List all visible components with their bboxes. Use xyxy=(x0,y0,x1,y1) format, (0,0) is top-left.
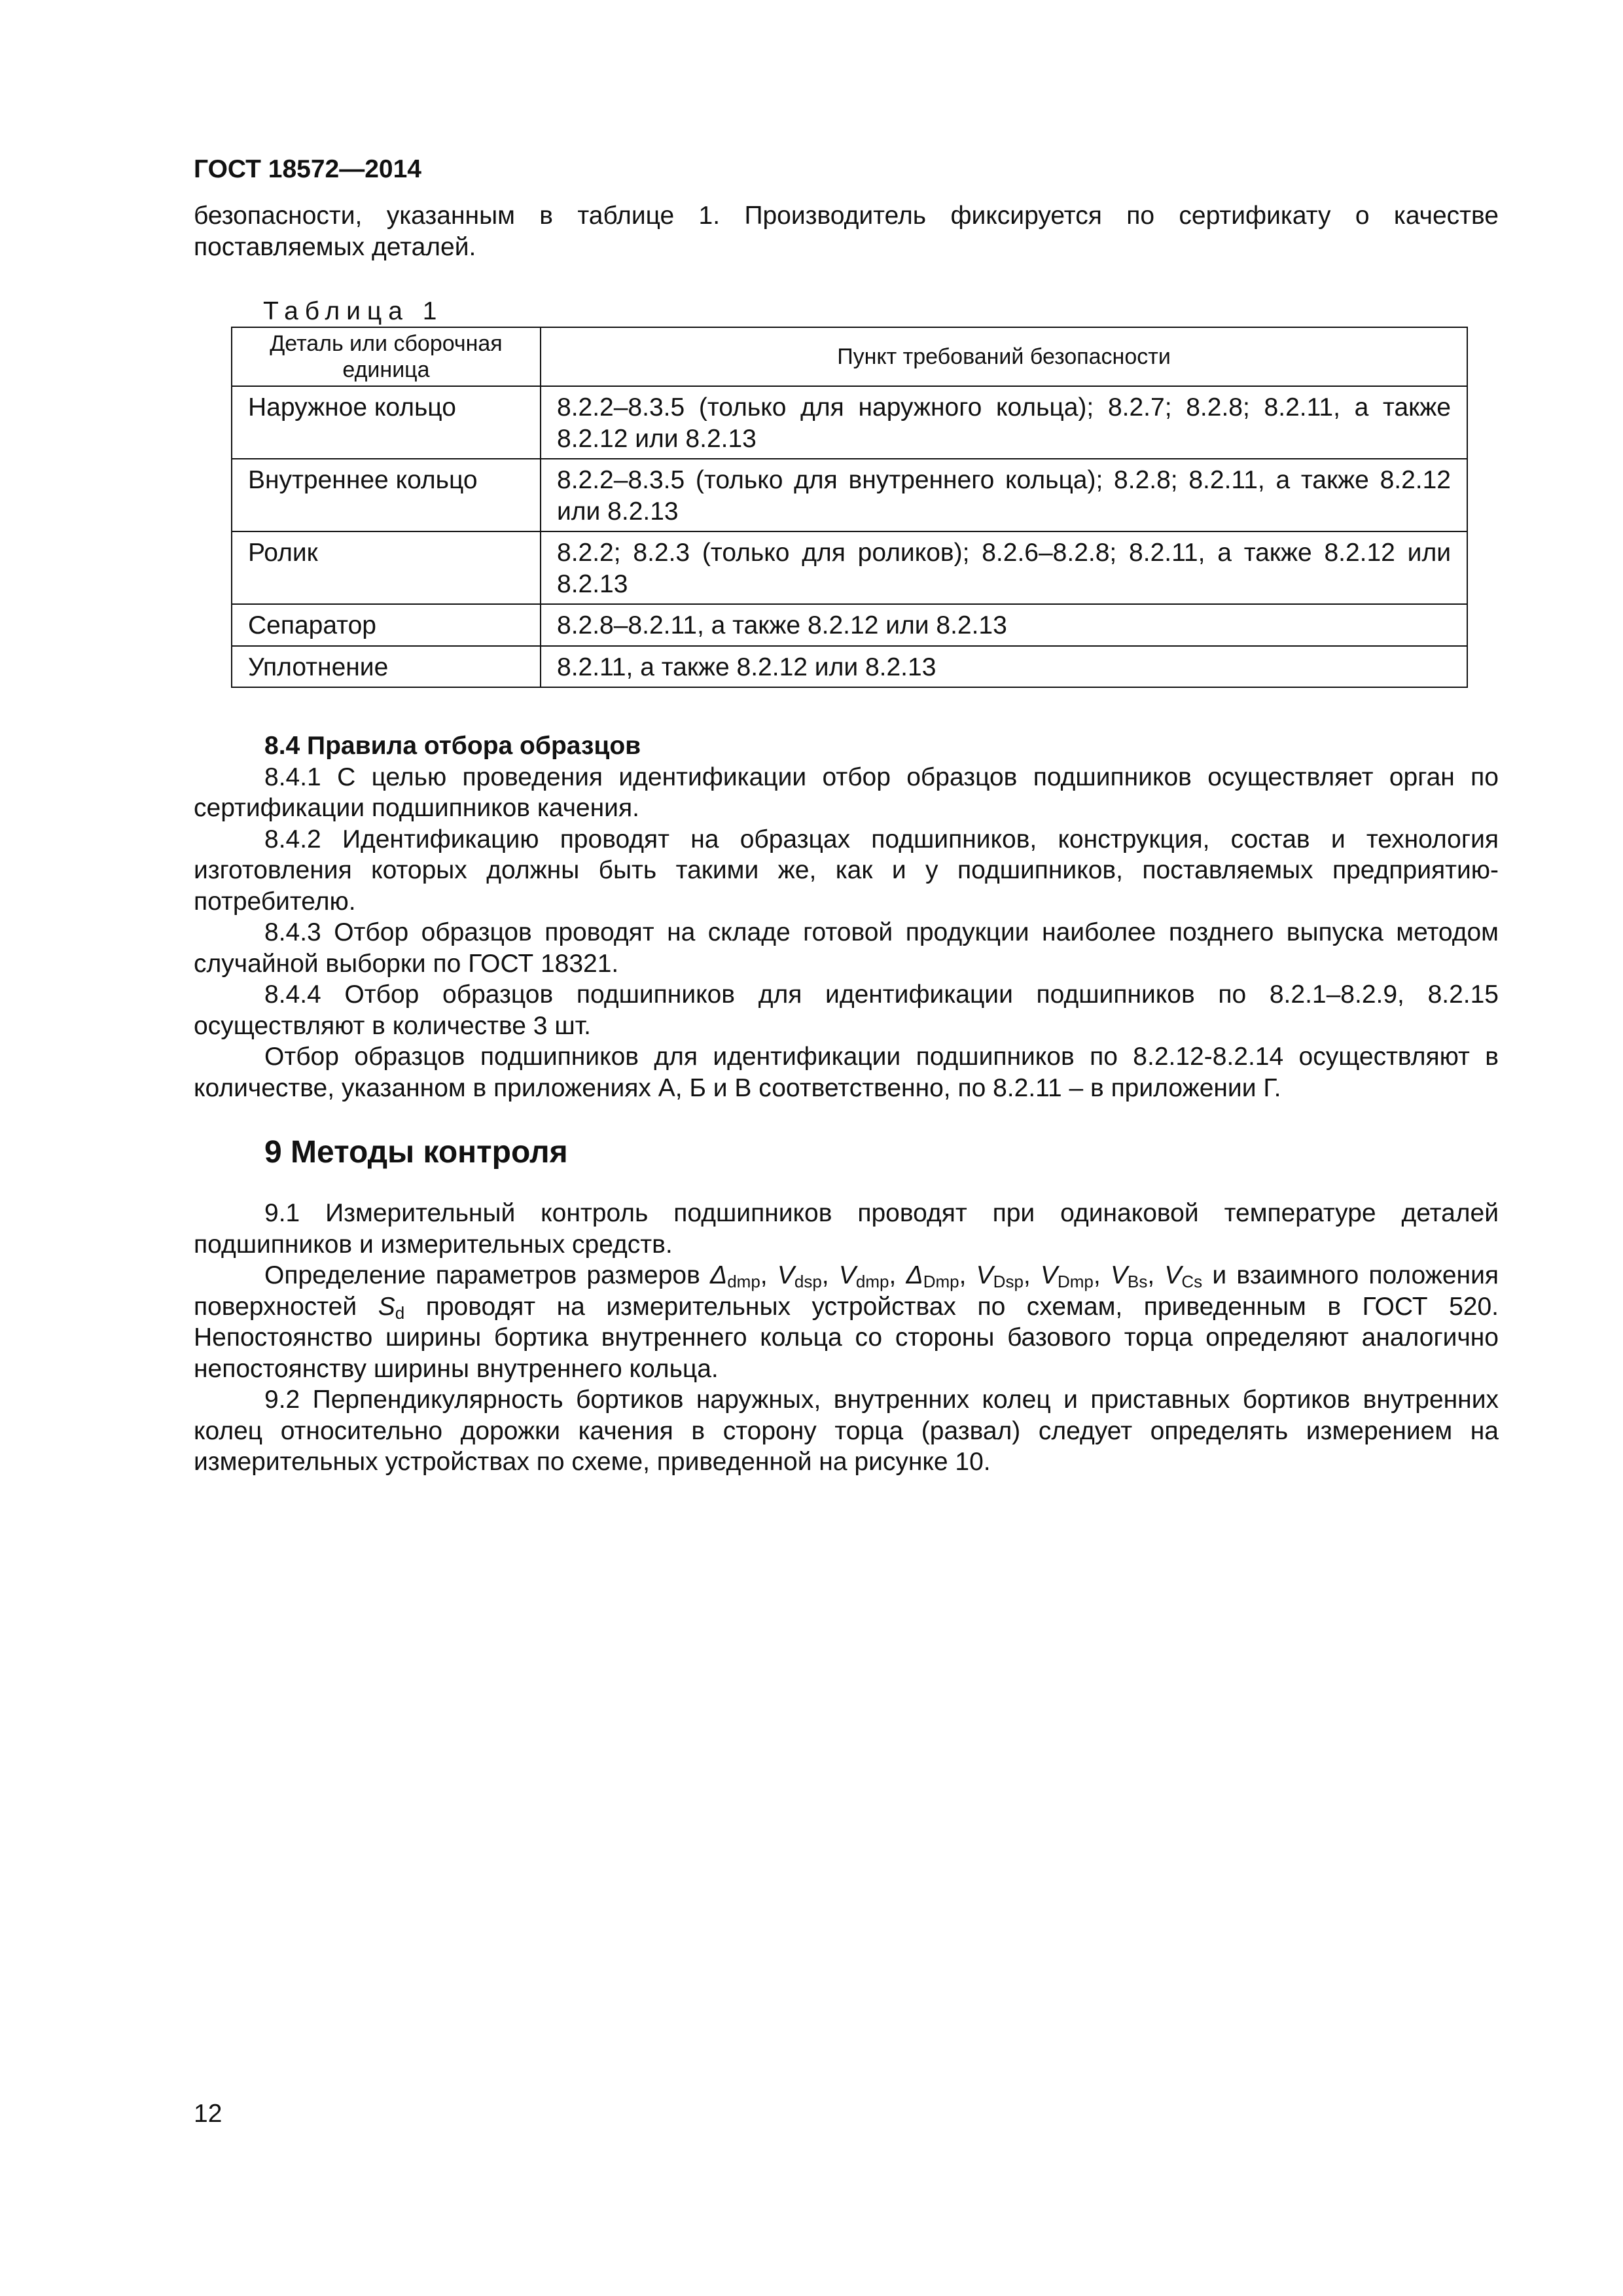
table-cell-requirements: 8.2.2–8.3.5 (только для внутреннего кольца); 8.2.8; 8.2.11, а также 8.2.12 или 8.2.13 xyxy=(541,459,1467,531)
parameter-separator: , xyxy=(889,1261,906,1289)
parameter-symbol-subscript: Cs xyxy=(1181,1272,1203,1291)
paragraph-8-4-1: 8.4.1 С целью проведения идентификации отбор образцов подшипников осуществляет орган по сертификации подшипников качения. xyxy=(194,762,1499,822)
parameter-symbol-subscript: dmp xyxy=(855,1272,889,1291)
parameter-separator: , xyxy=(1023,1261,1041,1289)
table-header-row xyxy=(232,327,1467,386)
table-header-part: Деталь или сборочная единица xyxy=(232,327,541,386)
table-row xyxy=(232,646,1467,688)
parameter-separator: , xyxy=(959,1261,976,1289)
page-number: 12 xyxy=(194,2100,223,2128)
parameters-middle-text: и взаимного положения поверхностей xyxy=(194,1261,1499,1321)
parameter-symbol-base: V xyxy=(976,1261,993,1289)
paragraph-8-4-3: 8.4.3 Отбор образцов проводят на складе готовой продукции наиболее позднего выпуска методом случайной выборки по ГОСТ 18321. xyxy=(194,918,1499,978)
document-header-title: ГОСТ 18572—2014 xyxy=(194,155,421,183)
section-9 xyxy=(194,1198,1499,1478)
section-8-4 xyxy=(194,730,1499,1103)
table-cell-part: Уплотнение xyxy=(232,646,541,688)
parameter-symbol-subscript: dsp xyxy=(794,1272,822,1291)
symbol-s-subscript: d xyxy=(395,1302,405,1323)
paragraph-8-4-4-continued: Отбор образцов подшипников для идентификации подшипников по 8.2.12-8.2.14 осуществляют в количестве, указанном в приложениях А, Б и В соответственно, по 8.2.11 – в приложении Г. xyxy=(194,1043,1499,1102)
paragraph-8-4-2: 8.4.2 Идентификацию проводят на образцах подшипников, конструкция, состав и технология изготовления которых должны быть такими же, как и у подшипников, поставляемых предприятию-потребителю. xyxy=(194,825,1499,916)
table-row xyxy=(232,459,1467,531)
safety-requirements-table xyxy=(231,327,1468,688)
parameters-tail-text: проводят на измерительных устройствах по схемам, приведенным в ГОСТ 520. Непостоянство ширины бортика внутреннего кольца со стороны базового торца определяют аналогично непостоянству ширины внутреннего кольца. xyxy=(194,1292,1499,1383)
section-9-title: 9 Методы контроля xyxy=(264,1135,568,1170)
parameter-symbol-base: Δ xyxy=(906,1261,923,1289)
table-caption: Таблица 1 xyxy=(263,297,444,325)
parameter-symbol-base: Δ xyxy=(710,1261,728,1289)
table-row xyxy=(232,386,1467,459)
parameter-symbol-subscript: dmp xyxy=(727,1272,760,1291)
parameter-separator: , xyxy=(821,1261,839,1289)
table-cell-part: Ролик xyxy=(232,531,541,604)
paragraph-8-4-4: 8.4.4 Отбор образцов подшипников для идентификации подшипников по 8.2.1–8.2.9, 8.2.15 осуществляют в количестве 3 шт. xyxy=(194,980,1499,1040)
paragraph-9-1: 9.1 Измерительный контроль подшипников проводят при одинаковой температуре деталей подшипников и измерительных средств. xyxy=(194,1199,1499,1259)
parameter-symbol-subscript: Dsp xyxy=(993,1272,1024,1291)
table-cell-part: Внутреннее кольцо xyxy=(232,459,541,531)
parameter-symbol-base: V xyxy=(777,1261,794,1289)
table-row xyxy=(232,604,1467,646)
intro-text: безопасности, указанным в таблице 1. Производитель фиксируется по сертификату о качестве поставляемых деталей. xyxy=(194,202,1499,261)
paragraph-9-2: 9.2 Перпендикулярность бортиков наружных, внутренних колец и приставных бортиков внутренних колец относительно дорожки качения в сторону торца (развал) следует определять измерением на измерительных устройствах по схеме, приведенной на рисунке 10. xyxy=(194,1386,1499,1476)
table-header-requirements: Пункт требований безопасности xyxy=(541,327,1467,386)
table-cell-part: Наружное кольцо xyxy=(232,386,541,459)
parameter-separator: , xyxy=(1093,1261,1111,1289)
symbol-s-base: S xyxy=(378,1292,395,1321)
parameter-symbol-subscript: Bs xyxy=(1127,1272,1148,1291)
parameter-symbol-subscript: Dmp xyxy=(923,1272,959,1291)
parameter-symbol-base: V xyxy=(838,1261,856,1289)
parameter-symbol-base: V xyxy=(1110,1261,1128,1289)
parameters-lead-text: Определение параметров размеров xyxy=(264,1261,711,1289)
parameter-separator: , xyxy=(1147,1261,1165,1289)
parameter-symbol-subscript: Dmp xyxy=(1058,1272,1094,1291)
table-cell-requirements: 8.2.2; 8.2.3 (только для роликов); 8.2.6–8.2.8; 8.2.11, а также 8.2.12 или 8.2.13 xyxy=(541,531,1467,604)
table-cell-requirements: 8.2.2–8.3.5 (только для наружного кольца); 8.2.7; 8.2.8; 8.2.11, а также 8.2.12 или 8.2.13 xyxy=(541,386,1467,459)
parameter-symbol-base: V xyxy=(1040,1261,1058,1289)
table-cell-part: Сепаратор xyxy=(232,604,541,646)
intro-paragraph xyxy=(194,200,1499,262)
table-row xyxy=(232,531,1467,604)
table-cell-requirements: 8.2.8–8.2.11, а также 8.2.12 или 8.2.13 xyxy=(541,604,1467,646)
parameter-symbols xyxy=(710,1261,1202,1289)
paragraph-9-1-parameters xyxy=(194,1260,1499,1384)
table-cell-requirements: 8.2.11, а также 8.2.12 или 8.2.13 xyxy=(541,646,1467,688)
parameter-separator: , xyxy=(760,1261,777,1289)
parameter-symbol-base: V xyxy=(1164,1261,1182,1289)
section-8-4-heading: 8.4 Правила отбора образцов xyxy=(264,732,641,760)
